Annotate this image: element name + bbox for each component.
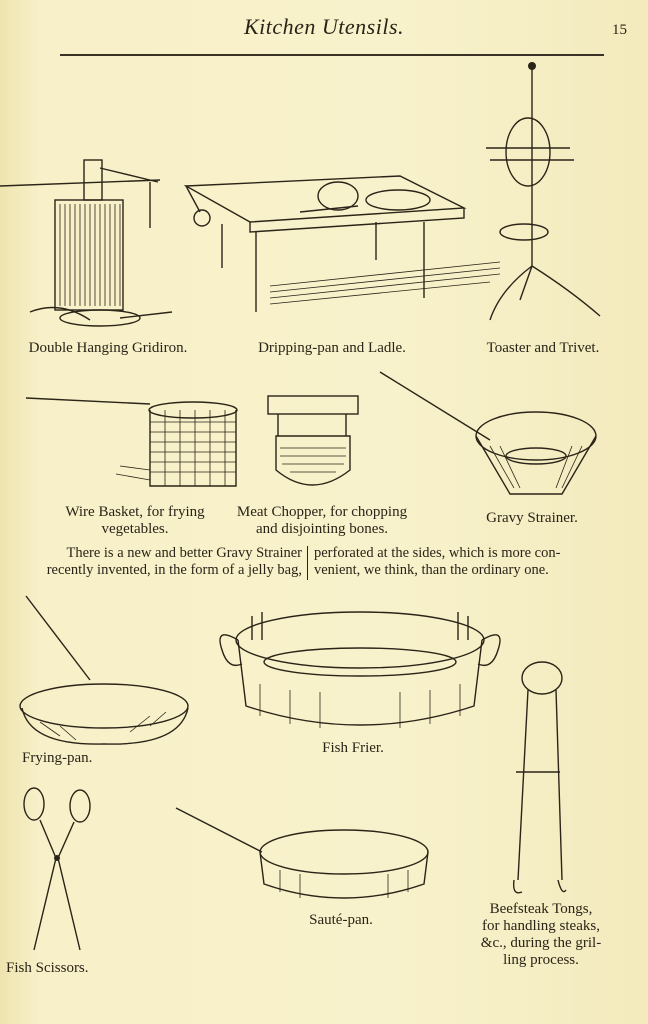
caption-tongs-1: Beefsteak Tongs,: [489, 901, 593, 917]
caption-fish-scissors: Fish Scissors.: [6, 960, 89, 976]
caption-gridiron: Double Hanging Gridiron.: [28, 340, 188, 356]
caption-dripping-pan: Dripping-pan and Ladle.: [258, 340, 406, 356]
caption-tongs-2: for handling steaks,: [482, 918, 600, 934]
header-rule: [60, 54, 604, 56]
paragraph-right-2: venient, we think, than the ordinary one.: [314, 562, 549, 578]
page-number: 15: [612, 22, 627, 38]
caption-gravy-strainer: Gravy Strainer.: [486, 510, 578, 526]
gridiron-drawing: [0, 160, 172, 326]
caption-saute-pan: Sauté-pan.: [309, 912, 373, 928]
caption-toaster: Toaster and Trivet.: [486, 340, 600, 356]
caption-fish-frier: Fish Frier.: [322, 740, 384, 756]
caption-meat-chopper-2: and disjointing bones.: [255, 521, 389, 537]
paragraph-divider: [307, 546, 308, 580]
paragraph-right-1: perforated at the sides, which is more con-: [314, 545, 561, 561]
caption-tongs-3: &c., during the gril-: [480, 935, 602, 951]
running-header: Kitchen Utensils.: [243, 14, 405, 39]
caption-wire-basket-1: Wire Basket, for frying: [65, 504, 205, 520]
paragraph-left-1: There is a new and better Gravy Strainer: [66, 545, 302, 561]
caption-frying-pan: Frying-pan.: [22, 750, 93, 766]
paragraph-left-2: recently invented, in the form of a jelly bag,: [46, 562, 302, 578]
caption-meat-chopper-1: Meat Chopper, for chopping: [236, 504, 408, 520]
caption-tongs-4: ling process.: [503, 952, 579, 968]
caption-wire-basket-2: vegetables.: [101, 521, 169, 537]
